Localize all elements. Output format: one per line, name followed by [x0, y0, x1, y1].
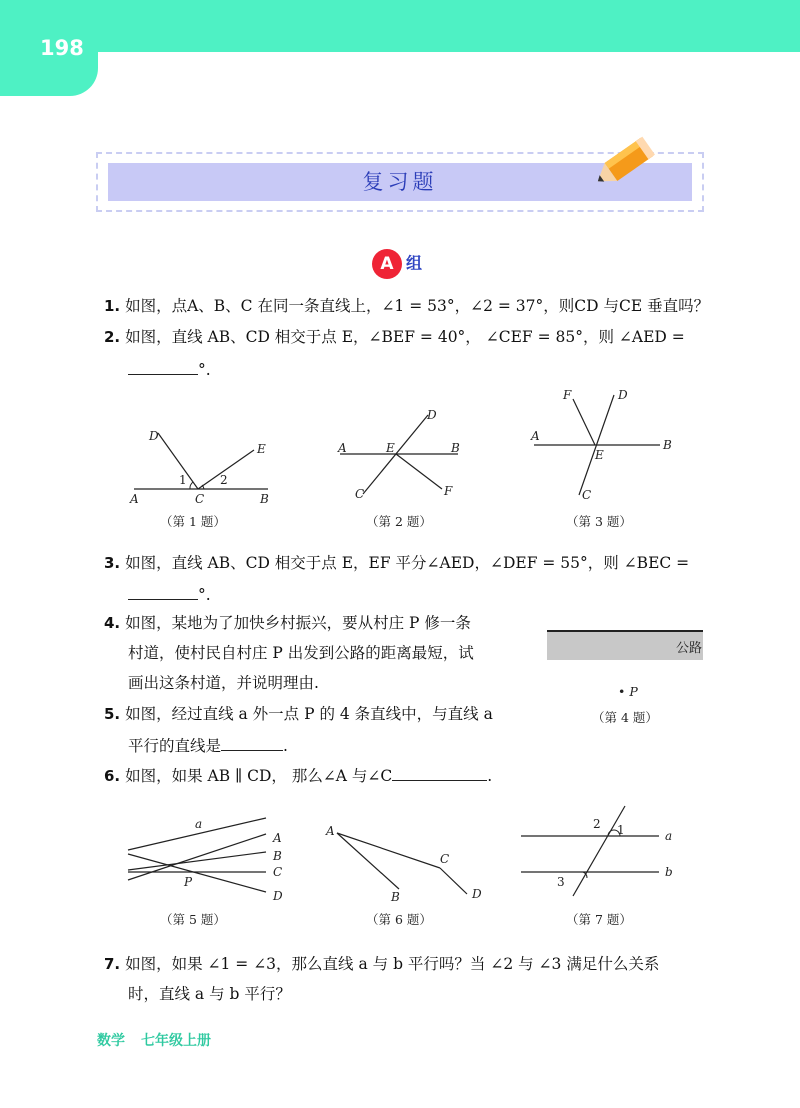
label-A: A — [338, 441, 347, 455]
label-F: F — [563, 388, 572, 402]
figure-1 — [120, 420, 280, 510]
header-band — [0, 0, 800, 52]
label-F: F — [444, 484, 453, 498]
footer-book: 七年级上册 — [141, 1033, 211, 1049]
problem-4: 4. 如图，某地为了加快乡村振兴，要从村庄 P 修一条 — [104, 614, 471, 632]
label-B: B — [451, 441, 460, 455]
caption-fig1: （第 1 题） — [160, 514, 226, 529]
answer-blank[interactable] — [221, 734, 283, 751]
point-P: • P — [618, 684, 638, 699]
pencil-icon — [588, 130, 668, 200]
problem-3: 3. 如图，直线 AB、CD 相交于点 E，EF 平分∠AED，∠DEF = 55°，则 ∠BEC = — [104, 554, 690, 572]
angle-1-label: 1 — [179, 473, 187, 487]
angle-3-label: 3 — [557, 875, 565, 889]
label-C: C — [273, 865, 283, 879]
angle-2-label: 2 — [220, 473, 228, 487]
page-number: 198 — [40, 36, 84, 60]
label-A: A — [326, 824, 335, 838]
figure-7 — [515, 800, 685, 900]
problem-7: 7. 如图，如果 ∠1 = ∠3，那么直线 a 与 b 平行吗？当 ∠2 与 ∠3 满足什么关系 — [104, 955, 660, 973]
problem-1: 1. 如图，点A、B、C 在同一条直线上，∠1 = 53°，∠2 = 37°，则CD 与CE 垂直吗？ — [104, 297, 710, 315]
answer-blank[interactable] — [128, 583, 198, 600]
figure-3 — [525, 385, 685, 505]
problem-5-line2: 平行的直线是 . — [128, 734, 288, 756]
label-P: P — [184, 875, 193, 889]
problem-3-answer: °. — [128, 583, 211, 605]
label-E: E — [386, 441, 395, 455]
problem-4-line3: 画出这条村道，并说明理由. — [128, 674, 319, 692]
label-D: D — [618, 388, 628, 402]
group-label: 组 — [406, 253, 423, 273]
group-badge: A — [372, 249, 402, 279]
label-D: D — [472, 887, 482, 901]
label-D: D — [149, 429, 159, 443]
label-a: a — [195, 817, 203, 831]
problem-2: 2. 如图，直线 AB、CD 相交于点 E，∠BEF = 40°， ∠CEF = 85°，则 ∠AED = — [104, 328, 685, 346]
label-E: E — [595, 448, 604, 462]
label-B: B — [391, 890, 400, 904]
label-A: A — [273, 831, 282, 845]
label-B: B — [273, 849, 282, 863]
figure-2 — [330, 405, 470, 505]
problem-4-line2: 村道，使村民自村庄 P 出发到公路的距离最短，试 — [128, 644, 474, 662]
label-C: C — [440, 852, 450, 866]
label-A: A — [531, 429, 540, 443]
label-E: E — [257, 442, 266, 456]
road-label: 公路 — [676, 641, 703, 656]
angle-2-label: 2 — [593, 817, 601, 831]
label-C: C — [355, 487, 365, 501]
label-a: a — [665, 829, 673, 843]
label-D: D — [273, 889, 283, 903]
angle-1-label: 1 — [617, 823, 625, 837]
caption-fig2: （第 2 题） — [366, 514, 432, 529]
figure-6 — [320, 822, 490, 907]
footer-subject: 数学 — [97, 1033, 125, 1049]
figure-5 — [120, 812, 300, 907]
label-B: B — [260, 492, 269, 506]
label-C: C — [582, 488, 592, 502]
answer-blank[interactable] — [128, 358, 198, 375]
caption-fig4: （第 4 题） — [592, 710, 658, 725]
label-A: A — [130, 492, 139, 506]
problem-7-line2: 时，直线 a 与 b 平行？ — [128, 985, 291, 1003]
group-heading — [372, 249, 422, 279]
label-D: D — [427, 408, 437, 422]
problem-2-answer: °. — [128, 358, 211, 380]
caption-fig5: （第 5 题） — [160, 912, 226, 927]
problem-6: 6. 如图，如果 AB ∥ CD， 那么∠A 与∠C . — [104, 764, 492, 786]
caption-fig7: （第 7 题） — [566, 912, 632, 927]
section-title: 复习题 — [362, 170, 438, 194]
label-C: C — [195, 492, 205, 506]
caption-fig3: （第 3 题） — [566, 514, 632, 529]
label-b: b — [665, 865, 673, 879]
footer — [97, 1030, 227, 1050]
problem-5: 5. 如图，经过直线 a 外一点 P 的 4 条直线中，与直线 a — [104, 705, 493, 723]
caption-fig6: （第 6 题） — [366, 912, 432, 927]
label-B: B — [663, 438, 672, 452]
answer-blank[interactable] — [392, 764, 487, 781]
